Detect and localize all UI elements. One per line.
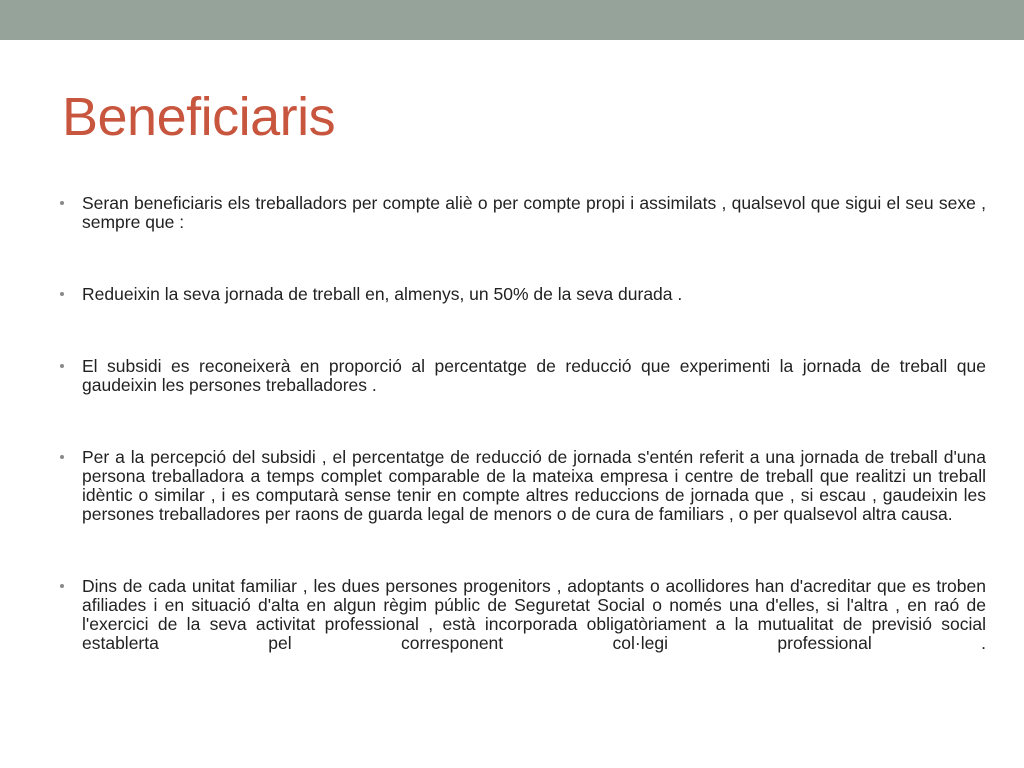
bullet-item: [60, 448, 986, 524]
top-bar: [0, 0, 1024, 40]
bullet-item: [60, 194, 986, 232]
bullet-list: [60, 194, 986, 706]
bullet-dot-icon: [60, 364, 64, 368]
bullet-item: [60, 285, 986, 304]
bullet-text: Redueixin la seva jornada de treball en, almenys, un 50% de la seva durada .: [82, 284, 683, 304]
bullet-item: [60, 357, 986, 395]
bullet-dot-icon: [60, 201, 64, 205]
bullet-text: Dins de cada unitat familiar , les dues persones progenitors , adoptants o acollidores han d'acreditar que es troben afiliades i en situació d'alta en algun règim públic de Seguretat Social o només una d'elles, si l'altra , en raó de l'exercici de la seva activitat professional , està incorporada obligatòriament a la mutualitat de previsió social establerta pel corresponent col·legi professional .: [82, 576, 986, 653]
bullet-dot-icon: [60, 584, 64, 588]
bullet-dot-icon: [60, 292, 64, 296]
bullet-text: El subsidi es reconeixerà en proporció al percentatge de reducció que experimenti la jornada de treball que gaudeixin les persones treballadores .: [82, 356, 986, 395]
slide-title: Beneficiaris: [62, 87, 336, 147]
bullet-text: Per a la percepció del subsidi , el percentatge de reducció de jornada s'entén referit a una jornada de treball d'una persona treballadora a temps complet comparable de la mateixa empresa i centre de treball que realitzi un treball idèntic o similar , i es computarà sense tenir en compte altres reduccions de jornada que , si escau , gaudeixin les persones treballadores per raons de guarda legal de menors o de cura de familiars , o per qualsevol altra causa.: [82, 447, 986, 524]
bullet-text: Seran beneficiaris els treballadors per compte aliè o per compte propi i assimilats , qualsevol que sigui el seu sexe , sempre que :: [82, 193, 986, 232]
bullet-item: [60, 577, 986, 653]
bullet-dot-icon: [60, 455, 64, 459]
